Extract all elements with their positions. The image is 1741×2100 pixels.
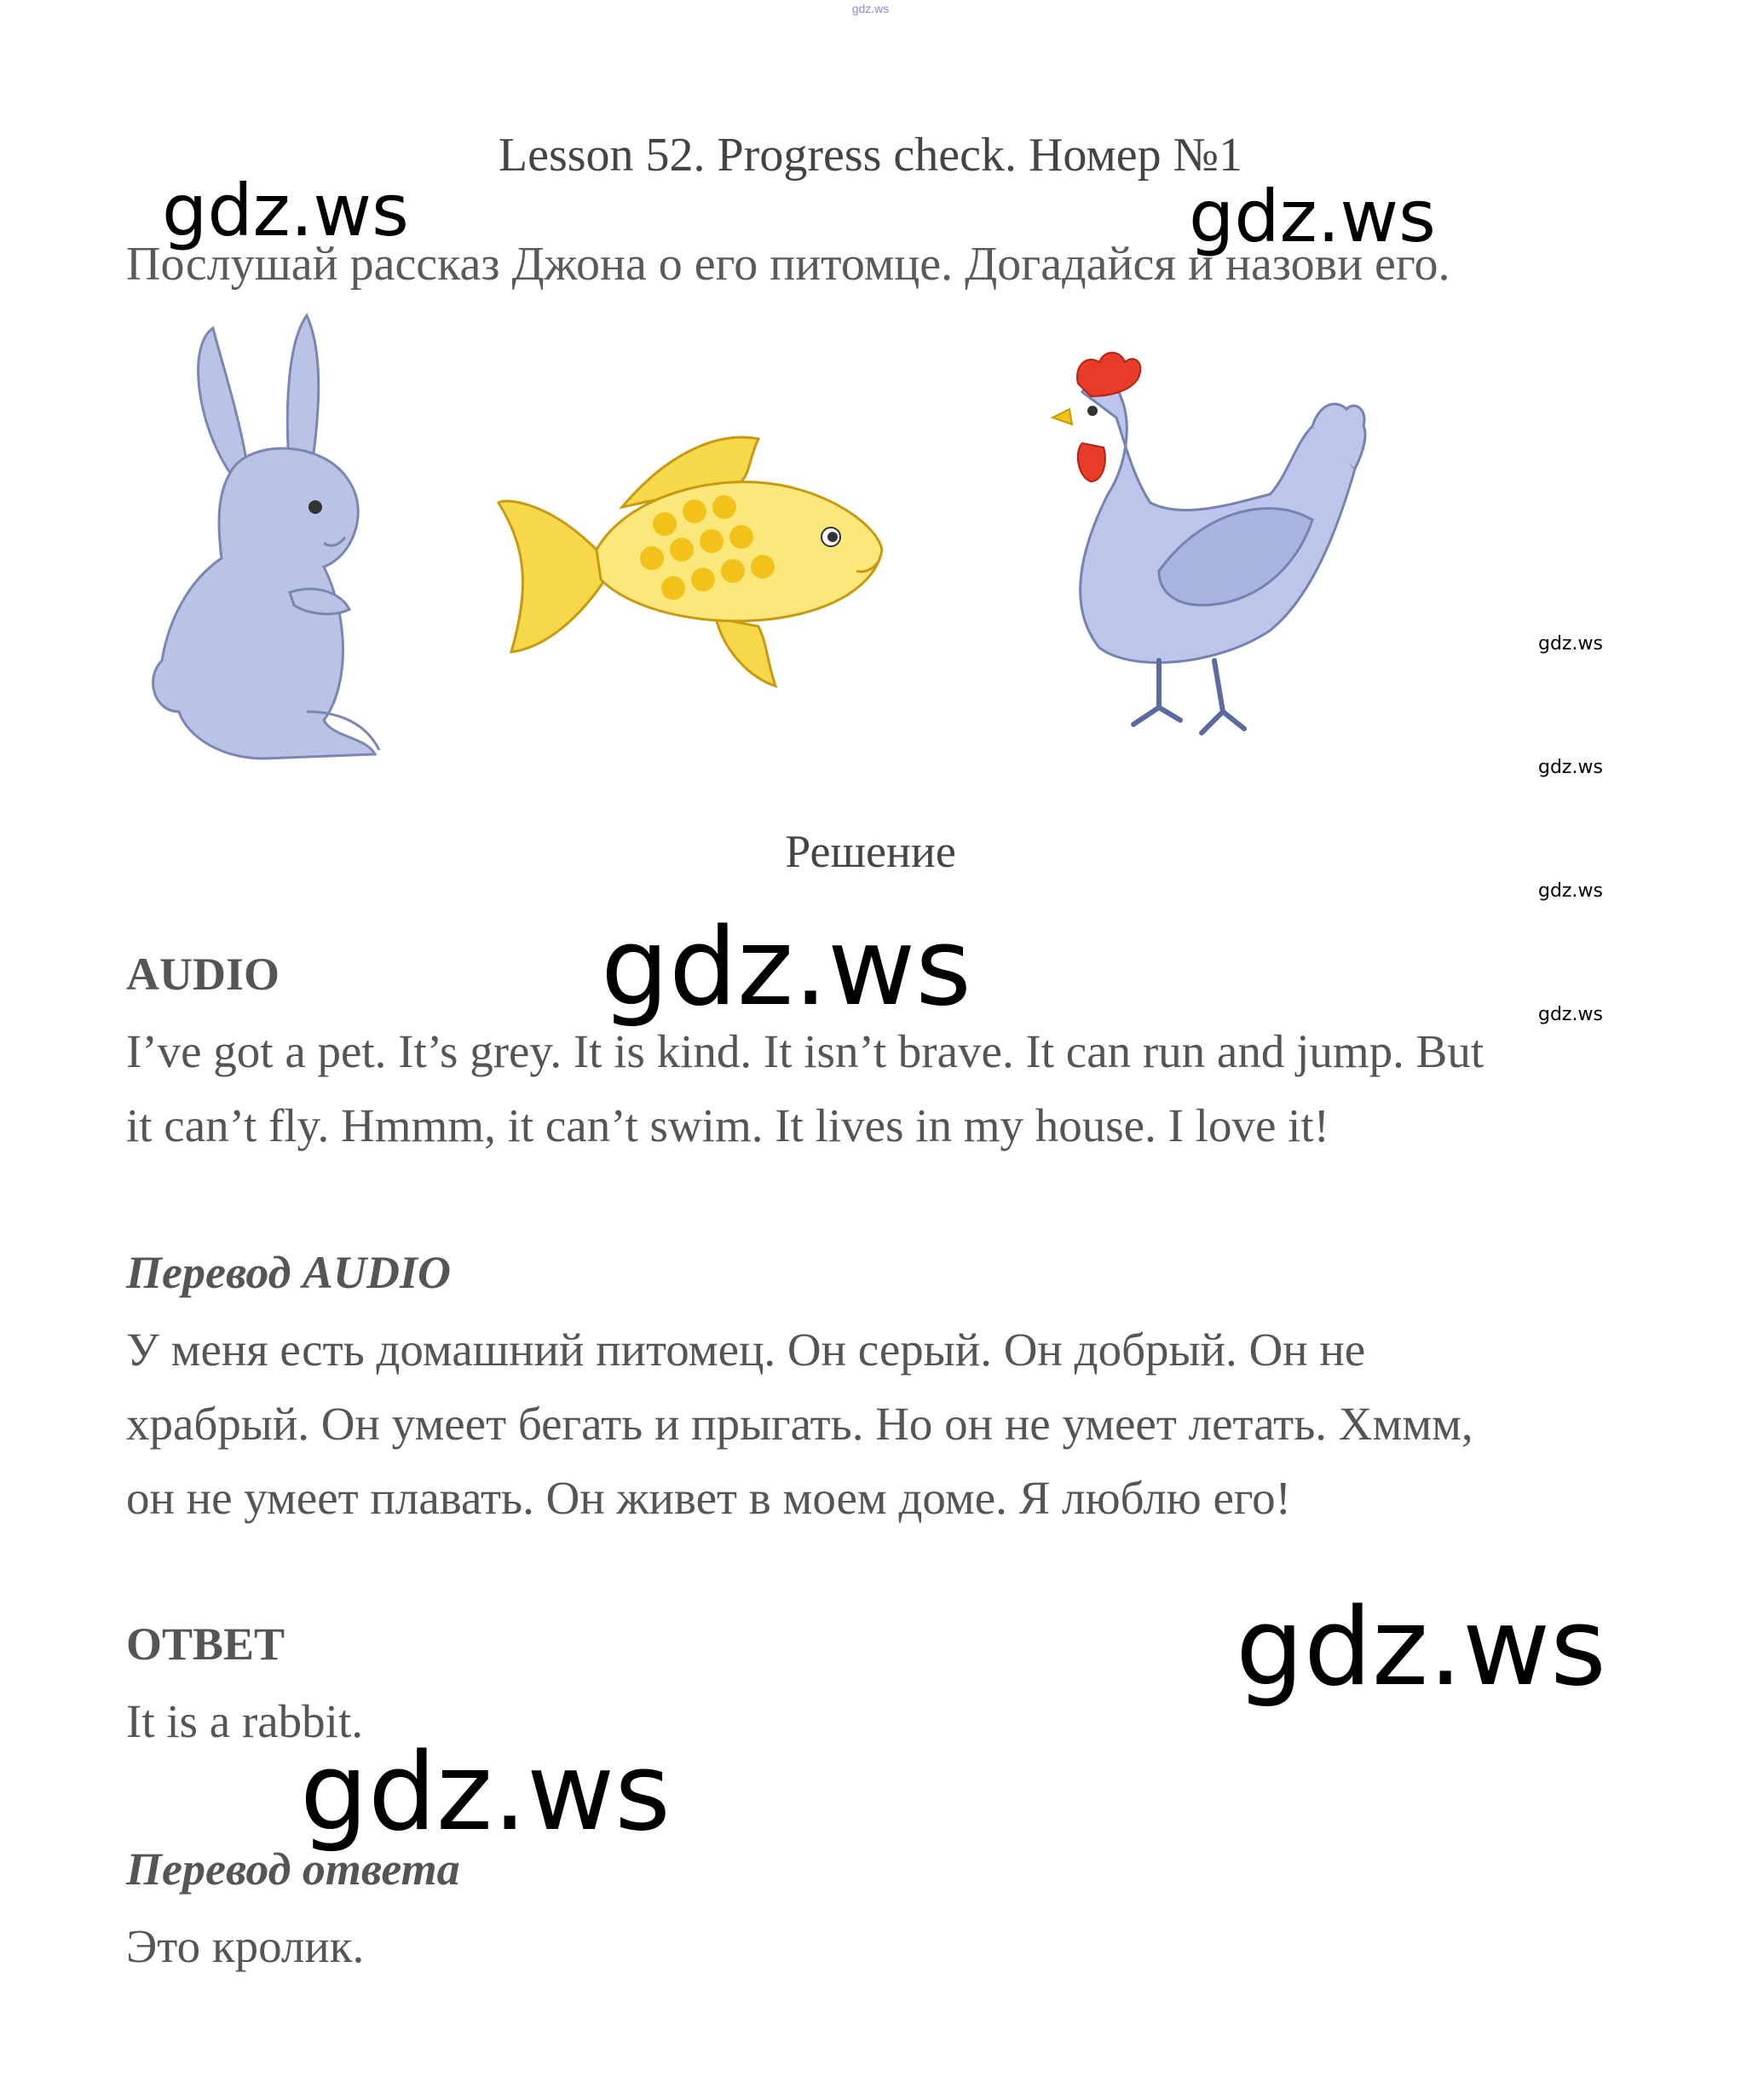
solution-heading: Решение — [785, 826, 956, 877]
watermark-5: gdz.ws — [300, 1729, 671, 1855]
watermark-4: gdz.ws — [1236, 1584, 1606, 1710]
watermark-3: gdz.ws — [601, 904, 971, 1030]
answer-translation-heading: Перевод ответа — [126, 1843, 460, 1895]
answer-text: It is a rabbit. — [126, 1695, 363, 1747]
answer-translation-text: Это кролик. — [126, 1920, 365, 1972]
hen-illustration — [1031, 349, 1372, 750]
translation-line-1: У меня есть домашний питомец. Он серый. Он добрый. Он не — [126, 1324, 1366, 1376]
translation-line-2: храбрый. Он умеет бегать и прыгать. Но он не умеет летать. Хммм, — [126, 1398, 1473, 1450]
watermark-small-4: gdz.ws — [1538, 1004, 1603, 1025]
audio-text — [126, 1014, 1484, 1162]
watermark-small-1: gdz.ws — [1538, 633, 1603, 655]
watermark-small-2: gdz.ws — [1538, 757, 1603, 778]
answer-heading: ОТВЕТ — [126, 1618, 285, 1670]
audio-heading: AUDIO — [126, 949, 280, 1000]
page-title: Lesson 52. Progress check. Номер №1 — [498, 129, 1243, 182]
rabbit-illustration — [136, 311, 392, 771]
translation-text — [126, 1312, 1473, 1535]
top-watermark: gdz.ws — [851, 2, 890, 15]
watermark-small-3: gdz.ws — [1538, 880, 1603, 902]
audio-line-1: I’ve got a pet. It’s grey. It is kind. It isn’t brave. It can run and jump. But — [126, 1025, 1484, 1077]
watermark-2: gdz.ws — [1189, 175, 1436, 258]
task-instruction: Послушай рассказ Джона о его питомце. Догадайся и назови его. — [126, 238, 1450, 291]
goldfish-illustration — [494, 422, 886, 703]
translation-heading: Перевод AUDIO — [126, 1247, 451, 1298]
audio-line-2: it can’t fly. Hmmm, it can’t swim. It lives in my house. I love it! — [126, 1099, 1329, 1151]
watermark-1: gdz.ws — [162, 169, 409, 252]
translation-line-3: он не умеет плавать. Он живет в моем доме. Я люблю его! — [126, 1472, 1291, 1524]
